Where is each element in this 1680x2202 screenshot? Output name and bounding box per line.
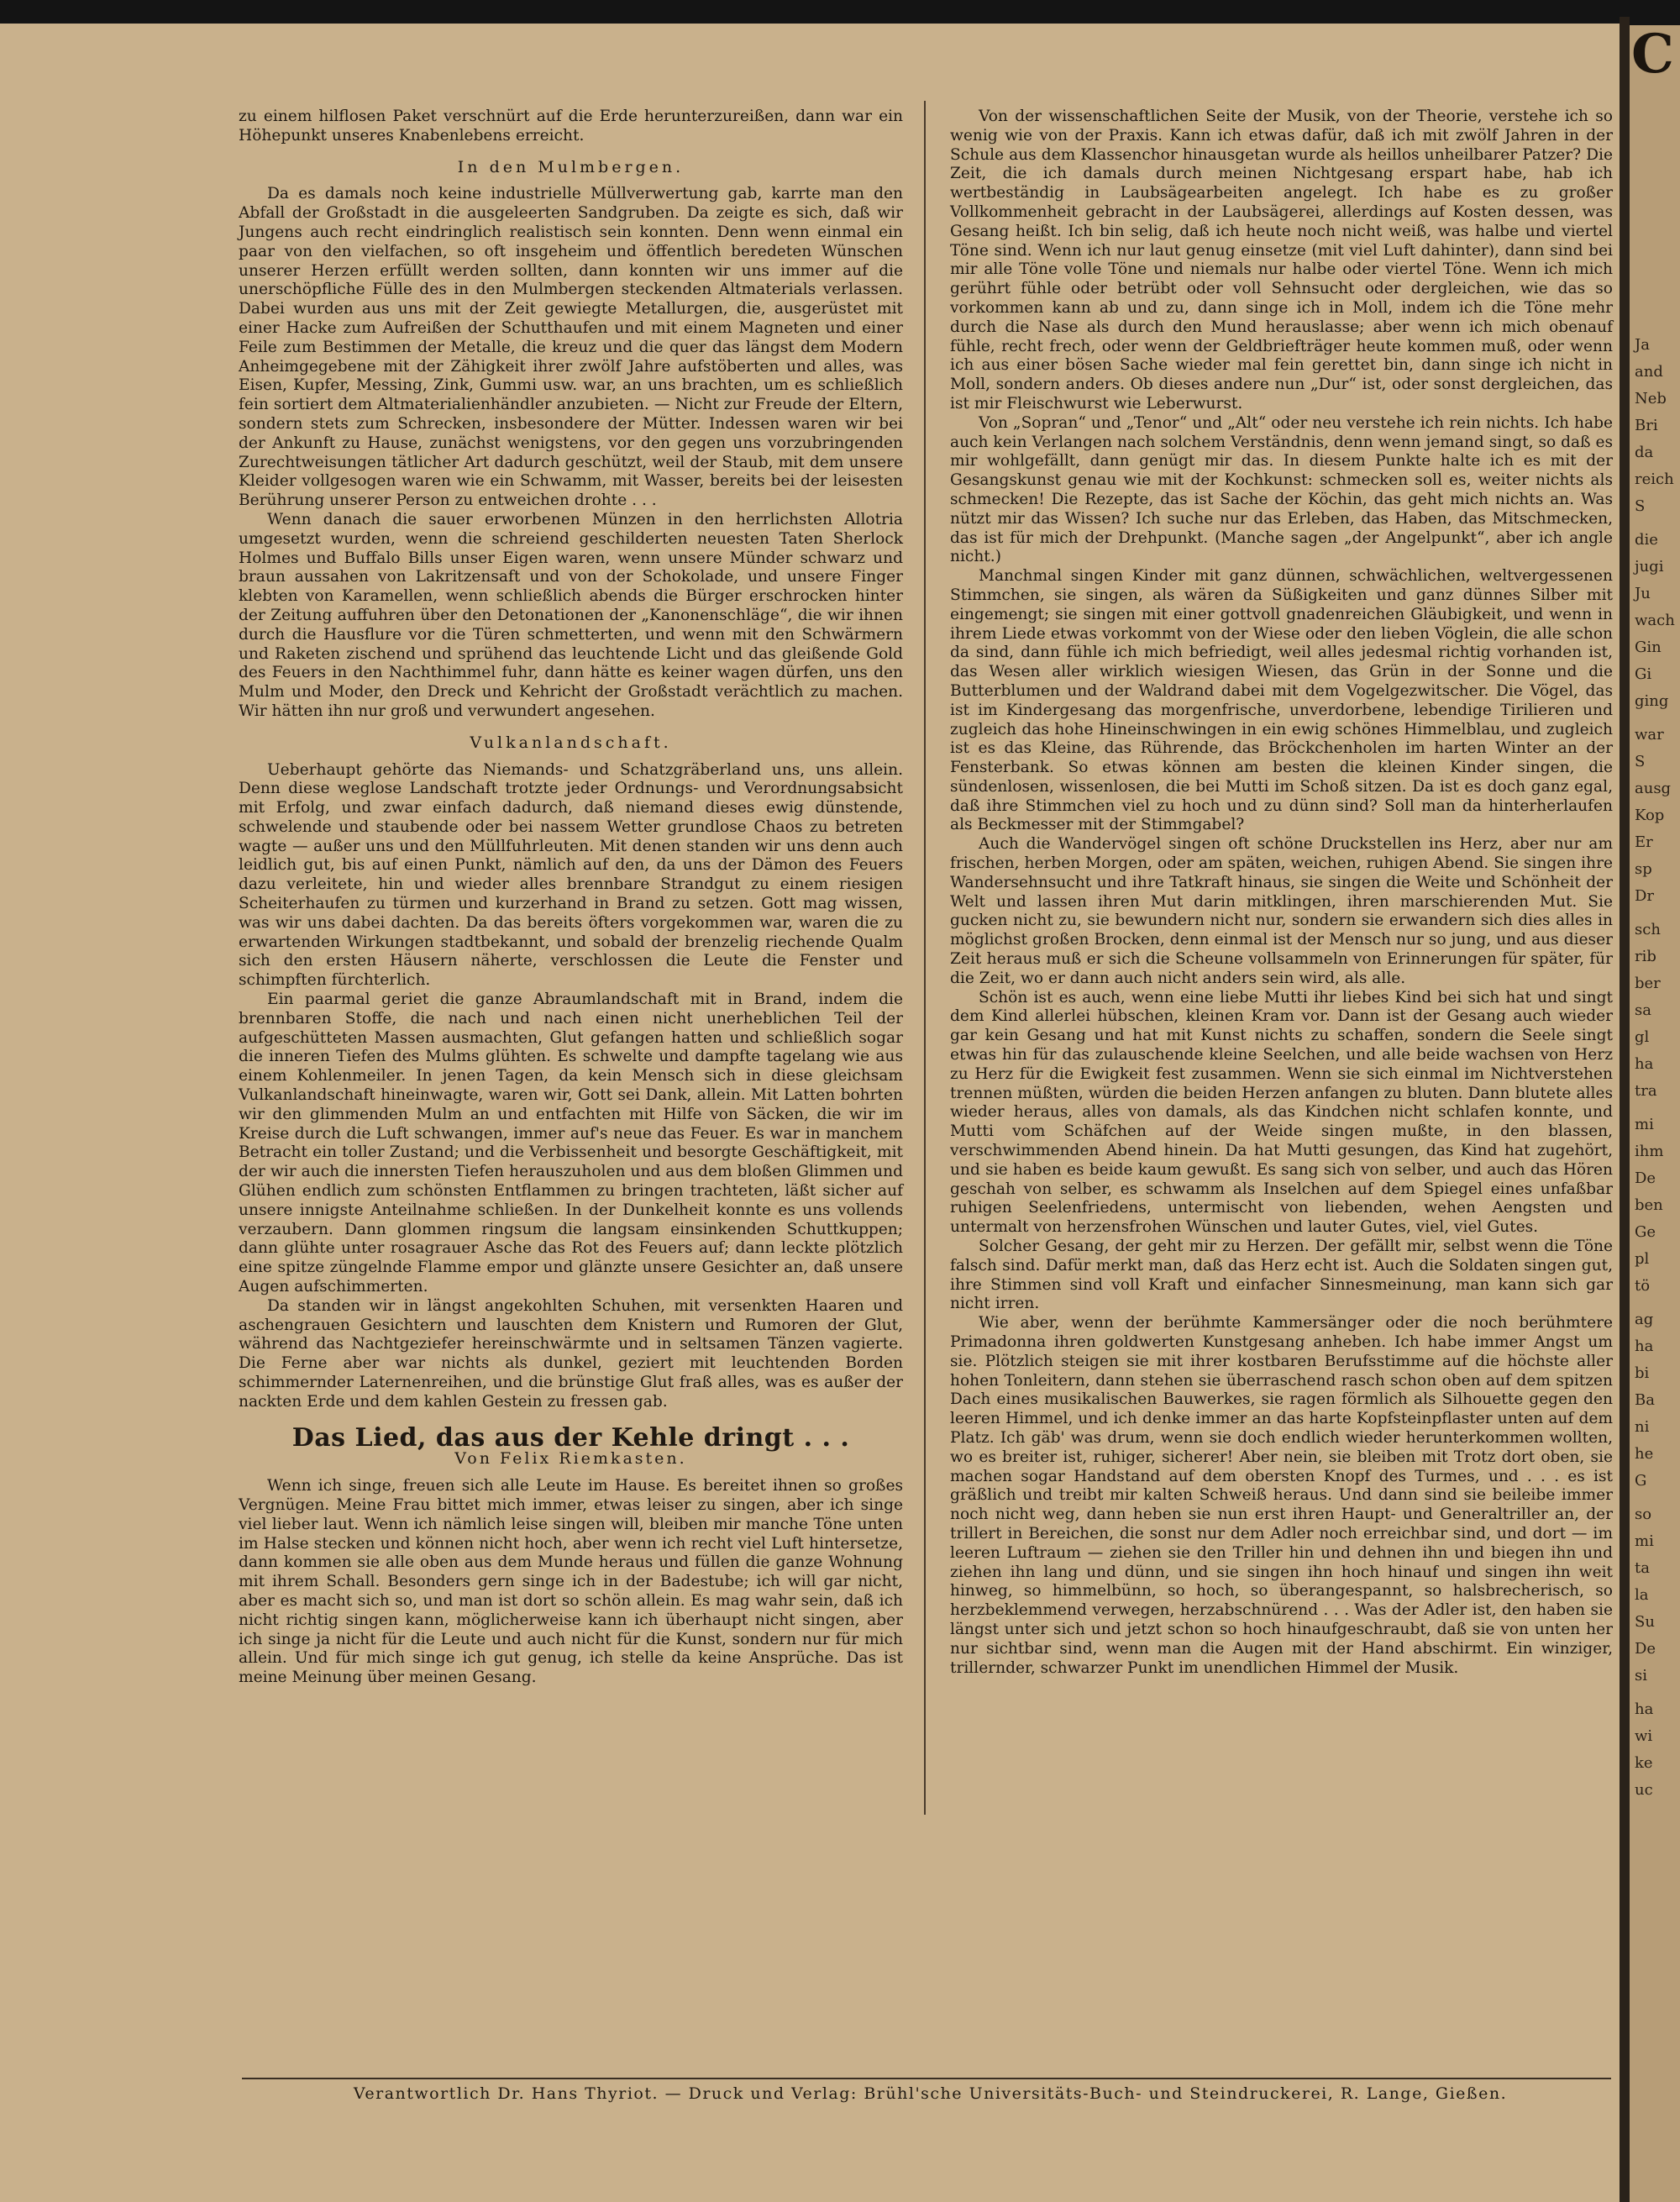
adjacent-text-fragment: ni <box>1635 1418 1650 1436</box>
adjacent-text-fragment: ha <box>1635 1055 1654 1073</box>
adjacent-text-fragment: Er <box>1635 833 1653 851</box>
section-heading-mulmbergen: In den Mulmbergen. <box>457 157 685 176</box>
adjacent-text-fragment: Ju <box>1635 585 1651 602</box>
adjacent-text-fragment: ha <box>1635 1337 1654 1355</box>
adjacent-text-fragment: De <box>1635 1640 1656 1658</box>
right-column <box>950 108 1613 1678</box>
adjacent-text-fragment: ging <box>1635 692 1669 710</box>
adjacent-text-fragment: ha <box>1635 1700 1654 1718</box>
paragraph: Da standen wir in längst angekohlten Schuhen, mit versenkten Haaren und aschengrauen Gesichtern und lauschten dem Knistern und Rumoren der Glut, während das Nachtgeziefer hereinschwärmte und in seltsamen Tänzen vagierte. Die Ferne aber war nichts als dunkel, geziert mit leuchtenden Borden schimmernder Laternenreihen, und die brünstige Glut fraß alles, was es außer der nackten Erde und dem kahlen Gestein zu fressen gab. <box>239 1296 903 1411</box>
adjacent-text-fragment: Kop <box>1635 807 1665 824</box>
paragraph: Ein paarmal geriet die ganze Abraumlandschaft mit in Brand, indem die brennbaren Stoffe, die nach und nach einen nicht unerheblichen Teil der aufgeschütteten Massen ausmachten, Glut gefangen hatten und schließlich sogar die inneren Tiefen des Mulms glühten. Es schwelte und dampfte tagelang wie aus einem Kohlenmeiler. In jenen Tagen, da kein Mensch sich in diese gleichsam Vulkanlandschaft hineinwagte, waren wir, Gott sei Dank, allein. Mit Latten bohrten wir den glimmenden Mulm an und entfachten mit Hilfe von Säcken, die wir im Kreise durch die Luft schwangen, immer auf's neue das Feuer. Es war in manchem Betracht ein toller Zustand; und die Verbissenheit und besorgte Geschäftigkeit, mit der wir auch die innersten Tiefen herauszuholen und aus dem bloßen Glimmen und Glühen endlich zum schönsten Entflammen zu bringen trachteten, läßt sicher auf unsere innigste Anteilnahme schließen. In der Dunkelheit konnte es uns vollends verzaubern. Dann glommen ringsum die langsam einsinkenden Schuttkuppen; dann glühte unter rosagrauer Asche das Rot des Feuers auf; dann leckte plötzlich eine spitze züngelnde Flamme empor und glänzte unsere Gesichter an, daß unsere Augen aufschimmerten. <box>239 991 903 1296</box>
adjacent-text-fragment: Dr <box>1635 887 1655 905</box>
adjacent-text-fragment: Neb <box>1635 390 1667 407</box>
footer-rule <box>242 2078 1611 2079</box>
paragraph: Solcher Gesang, der geht mir zu Herzen. Der gefällt mir, selbst wenn die Töne falsch sind. Dafür merkt man, daß das Herz echt ist. Auch die Soldaten singen gut, ihre Stimmen sind voll Kraft und einfacher Sinnesmeinung, man kann sich gar nicht irren. <box>950 1238 1613 1313</box>
adjacent-text-fragment: Gi <box>1635 665 1652 683</box>
adjacent-text-fragment: tra <box>1635 1082 1657 1100</box>
article-title: Das Lied, das aus der Kehle dringt . . . <box>291 1422 850 1453</box>
adjacent-text-fragment: ta <box>1635 1559 1650 1577</box>
paragraph: Schön ist es auch, wenn eine liebe Mutti ihr liebes Kind bei sich hat und singt dem Kind allerlei hübschen, kleinen Kram vor. Dann ist der Gesang auch wieder gar kein Gesang und hat mit Kunst nichts zu schaffen, sondern die Seele singt etwas hin für das zulauschende kleine Seelchen, und alle beide wachsen von Herz zu Herz für die Ewigkeit fest zusammen. Wenn sie sich einmal im Nichtverstehen trennen müßten, würden die beiden Herzen anfangen zu bluten. Dann blutete alles wieder heraus, alles von damals, als das Kindchen nicht schlafen konnte, und Mutti vom Schäfchen auf der Weide singen mußte, in den blassen, verschwimmenden Abend hinein. Da hat Mutti gesungen, das Kind hat zugehört, und sie haben es beide kaum gewußt. Es sang sich von selber, und auch das Hören geschah von selber, es schwamm als Inselchen auf dem Spiegel eines unfaßbar ruhigen Seelenfriedens, untermischt von liebenden, wehen Aengsten und untermalt von herzensfrohen Wünschen und lauter Gutes, viel, viel Gutes. <box>950 988 1613 1237</box>
intro-paragraph: zu einem hilflosen Paket verschnürt auf die Erde herunterzureißen, dann war ein Höhepunkt unseres Knabenlebens erreicht. <box>239 108 903 145</box>
paragraph: Von „Sopran“ und „Tenor“ und „Alt“ oder neu verstehe ich rein nichts. Ich habe auch kein Verlangen nach solchem Verständnis, denn wenn jemand singt, so daß es mir wohlgefällt, dann genügt mir das. In diesem Punkte halte ich es mit der Gesangskunst genau wie mit der Kochkunst: schmecken soll es, weiter nichts als schmecken! Die Rezepte, das ist Sache der Köchin, das geht mich nichts an. Was nützt mir das Wissen? Ich suche nur das Erleben, das Haben, das Mitschmecken, das ist für mich der Drehpunkt. (Manche sagen „der Angelpunkt“, aber ich angle nicht.) <box>950 413 1613 566</box>
adjacent-text-fragment: die <box>1635 531 1658 549</box>
adjacent-text-fragment: ke <box>1635 1754 1653 1772</box>
adjacent-text-fragment: reich <box>1635 470 1674 488</box>
adjacent-text-fragment: ausg <box>1635 780 1672 797</box>
adjacent-text-fragment: ihm <box>1635 1143 1664 1160</box>
adjacent-text-fragment: gl <box>1635 1028 1650 1046</box>
adjacent-text-fragment: la <box>1635 1586 1649 1604</box>
section-heading-vulkanlandschaft: Vulkanlandschaft. <box>470 733 672 752</box>
adjacent-text-fragment: pl <box>1635 1250 1650 1268</box>
adjacent-page-fragments <box>1630 336 1680 1800</box>
paragraph: Manchmal singen Kinder mit ganz dünnen, schwächlichen, weltvergessenen Stimmchen, sie singen, als wären da Süßigkeiten und ganz dünnes Silber mit eingemengt; sie singen mit einer gottvoll gnadenreichen Gläubigkeit, und wenn in ihrem Liede etwas vorkommt von der Wiese oder den lieben Vöglein, die alle schon da sind, dann fühle ich mich befriedigt, weil alles jedesmal richtig vorhanden ist, das Wesen aller wirklich wiesigen Wiesen, das Grün in der Sonne und die Butterblumen und der Waldrand dabei mit dem Vogelgezwitscher. Die Vögel, das ist im Kindergesang das morgenfrische, unverdorbene, lebendige Tirilieren und zugleich das hohe Hineinschwingen in ein ewig schönes Himmelblau, und zugleich ist es das Kleine, das Rührende, das Bröckchenholen im harten Winter an der Fensterbank. So etwas können am besten die kleinen Kinder singen, die sündenlosen, wissenlosen, die bei Mutti im Schoß sitzen. Da ist es doch ganz egal, daß ihre Stimmchen viel zu hoch und zu dünn sind? Soll man da hinterherlaufen als Beckmesser mit der Stimmgabel? <box>950 567 1613 834</box>
adjacent-text-fragment: and <box>1635 363 1663 381</box>
page-binding-gutter <box>1620 17 1630 2202</box>
adjacent-text-fragment: Bri <box>1635 417 1658 434</box>
adjacent-text-fragment: da <box>1635 444 1654 461</box>
newspaper-page <box>0 24 1620 2202</box>
adjacent-text-fragment: S <box>1635 497 1646 515</box>
adjacent-text-fragment: G <box>1635 1472 1647 1490</box>
adjacent-text-fragment: mi <box>1635 1532 1654 1550</box>
adjacent-text-fragment: jugi <box>1635 558 1664 575</box>
adjacent-page-edge <box>1630 25 1680 2202</box>
article-byline: Von Felix Riemkasten. <box>454 1449 687 1469</box>
adjacent-text-fragment: Su <box>1635 1613 1655 1631</box>
adjacent-text-fragment: wach <box>1635 612 1675 629</box>
adjacent-text-fragment: ag <box>1635 1311 1654 1328</box>
adjacent-text-fragment: S <box>1635 753 1646 770</box>
adjacent-text-fragment: si <box>1635 1667 1647 1684</box>
adjacent-text-fragment: Gin <box>1635 639 1662 656</box>
adjacent-text-fragment: so <box>1635 1506 1652 1523</box>
adjacent-text-fragment: De <box>1635 1169 1656 1187</box>
paragraph: Ueberhaupt gehörte das Niemands- und Schatzgräberland uns, uns allein. Denn diese weglose Landschaft trotzte jeder Ordnungs- und Verordnungsabsicht mit Erfolg, und zwar einfach dadurch, daß niemand dieses ewig dünstende, schwelende und staubende oder bei nassem Wetter grundlose Chaos zu betreten wagte — außer uns und den Müllfuhrleuten. Mit denen standen wir uns denn auch leidlich gut, bis auf einen Punkt, nämlich auf den, da uns der Dämon des Feuers dazu verleitete, hin und wieder alles brennbare Strandgut zu einem riesigen Scheiterhaufen zu türmen und kurzerhand in Brand zu setzen. Gott mag wissen, was wir uns dabei dachten. Da das bereits öfters vorgekommen war, waren die zu erwartenden Wirkungen stadtbekannt, und sobald der brenzelig riechende Qualm sich den ersten Häusern näherte, verschlossen die Leute die Fenster und schimpften fürchterlich. <box>239 760 903 990</box>
adjacent-text-fragment: Ba <box>1635 1391 1655 1409</box>
adjacent-text-fragment: ben <box>1635 1196 1663 1214</box>
adjacent-text-fragment: rib <box>1635 948 1656 965</box>
adjacent-text-fragment: Ge <box>1635 1223 1656 1241</box>
adjacent-text-fragment: ber <box>1635 975 1661 992</box>
left-column <box>239 108 903 1688</box>
adjacent-text-fragment: uc <box>1635 1781 1653 1799</box>
adjacent-text-fragment: sp <box>1635 860 1652 878</box>
paragraph: Auch die Wandervögel singen oft schöne Druckstellen ins Herz, aber nur am frischen, herben Morgen, oder am späten, weichen, ruhigen Abend. Sie singen ihre Wandersehnsucht und ihre Tatkraft hinaus, sie singen die Weite und Schönheit der Welt und lassen ihren Mut darin mitklingen, ihren marschierenden Mut. Sie gucken nicht zu, sie bewundern nicht nur, sondern sie erwandern sich dies alles in möglichst großen Brocken, denn einmal ist der Mensch nur so jung, und aus dieser Zeit heraus muß er sich die Scheune vollsammeln von Erinnerungen für später, für die Zeit, wo er dann auch nicht anders sein wird, als alle. <box>950 835 1613 987</box>
paragraph: Wenn ich singe, freuen sich alle Leute im Hause. Es bereitet ihnen so großes Vergnügen. Meine Frau bittet mich immer, etwas leiser zu singen, aber ich singe viel lieber laut. Wenn ich nämlich leise singen will, bleiben mir manche Töne unten im Halse stecken und können nicht hoch, aber wenn ich recht viel Luft hintersetze, dann kommen sie alle oben aus dem Munde heraus und füllen die ganze Wohnung mit ihrem Schall. Besonders gern singe ich in der Badestube; ich will gar nicht, aber es macht sich so, und man ist dort so schön allein. Es mag wahr sein, daß ich nicht richtig singen kann, möglicherweise kann ich überhaupt nicht singen, aber ich singe ja nicht für die Leute und auch nicht für die Kunst, sondern nur für mich allein. Und für mich singe ich gut genug, ich stelle da keine Ansprüche. Das ist meine Meinung über meinen Gesang. <box>239 1477 903 1687</box>
imprint-footer: Verantwortlich Dr. Hans Thyriot. — Druck und Verlag: Brühl'sche Universitäts-Buch- und Steindruckerei, R. Lange, Gießen. <box>353 2084 1508 2103</box>
adjacent-text-fragment: war <box>1635 726 1664 744</box>
paragraph: Wenn danach die sauer erworbenen Münzen in den herrlichsten Allotria umgesetzt wurden, wenn die schreiend geschilderten neuesten Taten Sherlock Holmes und Buffalo Bills unser Eigen waren, wenn unsere Münder schwarz und braun aussahen von Lakritzensaft und von der Schokolade, und unsere Finger klebten von Karamellen, wenn schließlich abends die Bürger erschrocken hinter der Zeitung auffuhren über den Detonationen der „Kanonenschläge“, die wir ihnen durch die Hausflure vor die Türen schmetterten, und wenn mit den Schwärmern und Raketen zischend und sprühend das leuchtende Licht und das gleißende Gold des Feuers in den Nachthimmel fuhr, dann hätte es keiner wagen dürfen, uns den Mulm und Moder, den Dreck und Kehricht der Großstadt verächtlich zu machen. Wir hätten ihn nur groß und verwundert angesehen. <box>239 510 903 720</box>
paragraph: Da es damals noch keine industrielle Müllverwertung gab, karrte man den Abfall der Großstadt in die ausgeleerten Sandgruben. Da zeigte es sich, daß wir Jungens auch recht eindringlich realistisch sein konnten. Denn wenn einmal ein paar von den vielfachen, so oft insgeheim und öffentlich beredeten Wünschen unserer Herzen erfüllt werden sollten, dann konnten wir uns immer auf die unerschöpfliche Fülle des in den Mulmbergen steckenden Altmaterials verlassen. Dabei wurden aus uns mit der Zeit gewiegte Metallurgen, die, ausgerüstet mit einer Hacke zum Aufreißen der Schutthaufen und mit einem Magneten und einer Feile zum Bestimmen der Metalle, die kreuz und die quer das längst dem Modern Anheimgegebene mit der Zähigkeit ihrer zwölf Jahre aufstöberten und alles, was Eisen, Kupfer, Messing, Zink, Gummi usw. war, an uns brachten, um es schließlich fein sortiert dem Altmaterialienhändler anzubieten. — Nicht zur Freude der Eltern, sondern stets zum Schrecken, insbesondere der Mütter. Indessen waren wir bei der Ankunft zu Hause, zunächst wenigstens, vor den gegen uns vorzubringenden Zurechtweisungen tätlicher Art dadurch geschützt, weil der Staub, mit dem unsere Kleider vollgesogen waren wie ein Schwamm, mit Wasser, bereits bei der leisesten Berührung unserer Person zu entweichen drohte . . . <box>239 185 903 510</box>
adjacent-text-fragment: wi <box>1635 1727 1653 1745</box>
column-divider <box>924 101 926 1815</box>
adjacent-text-fragment: sch <box>1635 921 1661 938</box>
adjacent-text-fragment: he <box>1635 1445 1654 1463</box>
paragraph: Von der wissenschaftlichen Seite der Musik, von der Theorie, verstehe ich so wenig wie von der Praxis. Kann ich etwas dafür, daß ich mit zwölf Jahren in der Schule aus dem Klassenchor hinausgetan wurde als heillos unheilbarer Patzer? Die Zeit, die ich damals durch meinen Nichtgesang erspart habe, hab ich wertbeständig in Laubsägearbeiten angelegt. Ich habe es zu großer Vollkommenheit gebracht in der Laubsägerei, allerdings auf Kosten dessen, was Gesang heißt. Ich bin selig, daß ich heute noch nicht weiß, was halbe und viertel Töne sind. Wenn ich nur laut genug einsetze (mit viel Luft dahinter), dann sind bei mir alle Töne volle Töne und niemals nur halbe oder viertel Töne. Wenn ich mich gerührt fühle oder betrübt oder voll Sehnsucht oder dergleichen, wie das so vorkommen kann ab und zu, dann singe ich in Moll, indem ich die Töne mehr durch die Nase als durch den Mund herauslasse; aber wenn ich mich obenauf fühle, recht frech, oder wenn der Geldbriefträger heute kommen muß, oder wenn ich aus einer bösen Sache wieder mal fein gerettet bin, dann singe ich nicht in Moll, sondern anders. Ob dieses andere nun „Dur“ ist, oder sonst dergleichen, das ist mir Fleischwurst wie Leberwurst. <box>950 108 1613 413</box>
adjacent-big-letter: C <box>1631 25 1674 86</box>
adjacent-text-fragment: Ja <box>1635 336 1650 354</box>
adjacent-text-fragment: bi <box>1635 1364 1650 1382</box>
adjacent-text-fragment: tö <box>1635 1277 1651 1295</box>
paragraph: Wie aber, wenn der berühmte Kammersänger oder die noch berühmtere Primadonna ihren goldwerten Kunstgesang anheben. Ich habe immer Angst um sie. Plötzlich steigen sie mit ihrer kostbaren Berufsstimme auf die höchste aller hohen Tonleitern, dann stehen sie überraschend rasch schon oben auf dem spitzen Dach eines musikalischen Bauwerkes, sie ragen förmlich als Silhouette gegen den leeren Himmel, und ich denke immer an das harte Kopfsteinpflaster unten auf dem Platz. Ich gäb' was drum, wenn sie doch endlich wieder herunterkommen wollten, wo es breiter ist, ruhiger, sicherer! Aber nein, sie bleiben mit Trotz dort oben, sie machen sogar Handstand auf dem obersten Knopf des Turmes, und . . . es ist gräßlich und treibt mir kalten Schweiß heraus. Und dann sind sie beileibe immer noch nicht weg, dann heben sie nun erst ihren Haupt- und Generaltriller an, der trillert in Bereichen, die sonst nur dem Adler noch erreichbar sind, und dort — im leeren Luftraum — ziehen sie den Triller hin und dehnen ihn und biegen ihn und ziehen ihn lang und dünn, und sie singen ihn hoch hinauf und singen ihn weit hinweg, so himmelbünn, so hoch, so überangespannt, so halsbrecherisch, so herzbeklemmend verwegen, herzabschnürend . . . Was der Adler ist, den haben sie längst unter sich und jetzt schon so hoch hinaufgeschraubt, daß sie von unten her nur sichtbar sind, wenn man die Augen mit der Hand abschirmt. Ein winziger, trillernder, schwarzer Punkt im unendlichen Himmel der Musik. <box>950 1314 1613 1677</box>
adjacent-text-fragment: mi <box>1635 1116 1654 1133</box>
adjacent-text-fragment: sa <box>1635 1001 1651 1019</box>
